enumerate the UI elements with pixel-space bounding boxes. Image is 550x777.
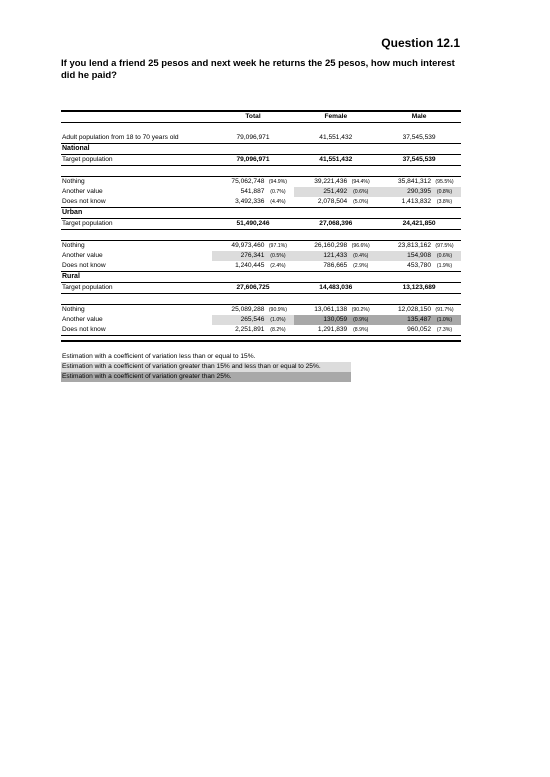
- percent: (0.7%): [270, 189, 286, 195]
- target-population-row: [61, 155, 461, 166]
- target-population-row: [61, 283, 461, 294]
- value-with-percent: [294, 251, 377, 261]
- value: 121,433: [323, 252, 348, 259]
- percent: (2.4%): [270, 263, 286, 269]
- value: 26,160,298: [314, 242, 348, 249]
- percent: (0.6%): [436, 253, 453, 259]
- row-label: Target population: [61, 219, 212, 230]
- value-with-percent: [294, 325, 377, 335]
- cell-female: [294, 241, 377, 252]
- table-header-row: [61, 111, 461, 123]
- row-label: Another value: [62, 316, 103, 323]
- cell-female: [294, 261, 377, 272]
- value: 23,813,162: [397, 242, 431, 249]
- row-label: Another value: [62, 188, 103, 195]
- value: 2,078,504: [317, 198, 348, 205]
- cell-female: [294, 187, 377, 197]
- cell-male: [377, 177, 461, 188]
- percent: (97.1%): [268, 243, 287, 249]
- sections-body: [61, 144, 461, 336]
- adult-population-row: [61, 133, 461, 144]
- table-row: [61, 251, 461, 261]
- adult-total: 79,096,971: [212, 133, 295, 144]
- target-female: 14,483,036: [294, 283, 377, 294]
- value-with-percent: [294, 305, 377, 315]
- percent: (1.0%): [270, 317, 286, 323]
- target-total: 27,606,725: [212, 283, 295, 294]
- section-heading-row: [61, 272, 461, 283]
- percent: (0.4%): [353, 253, 369, 259]
- header-blank: [61, 111, 212, 123]
- header-male: Male: [377, 111, 461, 123]
- value: 1,240,445: [235, 262, 265, 269]
- cell-female: [294, 197, 377, 208]
- cell-male: [377, 305, 461, 316]
- percent: (97.5%): [435, 243, 454, 249]
- percent: (7.3%): [436, 327, 453, 333]
- adult-female: 41,551,432: [294, 133, 377, 144]
- header-total: Total: [212, 111, 295, 123]
- value-with-percent: [212, 325, 295, 335]
- target-total: 51,490,246: [212, 219, 295, 230]
- legend-item-low-cv: Estimation with a coefficient of variation less than or equal to 15%.: [62, 353, 256, 360]
- percent: (0.8%): [436, 189, 453, 195]
- cell-male: [377, 261, 461, 272]
- row-label: Does not know: [61, 197, 212, 208]
- cell-female: [294, 325, 377, 336]
- results-table: [61, 110, 461, 336]
- table-row: [61, 315, 461, 325]
- row-label: Adult population from 18 to 70 years old: [61, 133, 212, 144]
- value: 265,546: [240, 316, 265, 323]
- target-female: 41,551,432: [294, 155, 377, 166]
- value: 290,395: [407, 188, 431, 195]
- value-with-percent: [294, 197, 377, 207]
- value: 12,028,150: [397, 306, 431, 313]
- row-label: Does not know: [61, 325, 212, 336]
- percent: (5.0%): [353, 199, 369, 205]
- value-with-percent: [212, 315, 295, 325]
- value-with-percent: [377, 305, 461, 315]
- cell-total: [212, 305, 295, 316]
- percent: (8.9%): [353, 327, 369, 333]
- target-male: 24,421,850: [377, 219, 461, 230]
- target-female: 27,068,396: [294, 219, 377, 230]
- value: 960,052: [407, 326, 431, 333]
- percent: (94.4%): [351, 179, 370, 185]
- value-with-percent: [212, 187, 295, 197]
- percent: (1.9%): [436, 263, 453, 269]
- cell-male: [377, 241, 461, 252]
- table-row: [61, 241, 461, 252]
- percent: (96.6%): [351, 243, 370, 249]
- table-bottom-rule: [61, 340, 461, 342]
- value: 13,061,138: [314, 306, 348, 313]
- row-label: Target population: [61, 283, 212, 294]
- table-row: [61, 187, 461, 197]
- percent: (90.2%): [351, 307, 370, 313]
- value-with-percent: [294, 177, 377, 187]
- cell-male: [377, 315, 461, 325]
- target-male: 13,123,689: [377, 283, 461, 294]
- cell-male: [377, 251, 461, 261]
- table-row: [61, 197, 461, 208]
- legend-item-mid-cv: Estimation with a coefficient of variation greater than 15% and less than or equal to 25%.: [61, 362, 351, 372]
- cell-total: [212, 325, 295, 336]
- section-heading: Rural: [62, 273, 80, 280]
- cell-total: [212, 261, 295, 272]
- cell-total: [212, 187, 295, 197]
- legend-item-high-cv: Estimation with a coefficient of variation greater than 25%.: [61, 372, 351, 382]
- value: 251,492: [323, 188, 348, 195]
- value-with-percent: [377, 251, 461, 261]
- value: 541,887: [240, 188, 265, 195]
- percent: (0.5%): [270, 253, 286, 259]
- row-label: Nothing: [61, 241, 212, 252]
- target-male: 37,545,539: [377, 155, 461, 166]
- value-with-percent: [377, 241, 461, 251]
- cell-male: [377, 187, 461, 197]
- value-with-percent: [294, 187, 377, 197]
- value: 25,089,288: [231, 306, 265, 313]
- value: 130,059: [323, 316, 348, 323]
- target-population-row: [61, 219, 461, 230]
- header-female: Female: [294, 111, 377, 123]
- value: 49,973,460: [231, 242, 265, 249]
- value-with-percent: [294, 261, 377, 271]
- value: 2,251,891: [235, 326, 265, 333]
- value: 154,908: [407, 252, 431, 259]
- section-heading-row: [61, 144, 461, 155]
- cell-male: [377, 197, 461, 208]
- question-number: Question 12.1: [381, 36, 460, 50]
- value-with-percent: [212, 251, 295, 261]
- section-heading: Urban: [62, 209, 83, 216]
- value: 1,413,832: [401, 198, 431, 205]
- table-row: [61, 261, 461, 272]
- section-heading: National: [62, 145, 90, 152]
- cell-total: [212, 197, 295, 208]
- percent: (0.6%): [353, 189, 369, 195]
- percent: (3.8%): [436, 199, 453, 205]
- cell-male: [377, 325, 461, 336]
- value: 3,492,336: [235, 198, 265, 205]
- cell-total: [212, 251, 295, 261]
- question-text: If you lend a friend 25 pesos and next week he returns the 25 pesos, how much interest did he paid?: [61, 58, 455, 81]
- row-label: Target population: [61, 155, 212, 166]
- value-with-percent: [294, 315, 377, 325]
- value-with-percent: [294, 241, 377, 251]
- row-label: Does not know: [61, 261, 212, 272]
- value-with-percent: [212, 197, 295, 207]
- adult-male: 37,545,539: [377, 133, 461, 144]
- value-with-percent: [377, 187, 461, 197]
- cell-female: [294, 305, 377, 316]
- value-with-percent: [377, 325, 461, 335]
- table-row: [61, 325, 461, 336]
- value: 453,780: [407, 262, 431, 269]
- percent: (94.9%): [268, 179, 287, 185]
- percent: (8.2%): [270, 327, 286, 333]
- cell-total: [212, 315, 295, 325]
- value: 35,841,312: [397, 178, 431, 185]
- percent: (4.4%): [270, 199, 286, 205]
- value-with-percent: [377, 315, 461, 325]
- cell-female: [294, 177, 377, 188]
- cell-total: [212, 241, 295, 252]
- cv-legend: [61, 352, 351, 382]
- cell-total: [212, 177, 295, 188]
- table-row: [61, 177, 461, 188]
- percent: (90.9%): [268, 307, 287, 313]
- value-with-percent: [377, 261, 461, 271]
- row-label: Another value: [62, 252, 103, 259]
- row-label: Nothing: [61, 305, 212, 316]
- percent: (91.7%): [435, 307, 454, 313]
- table-row: [61, 305, 461, 316]
- value: 39,221,436: [314, 178, 348, 185]
- value: 1,291,839: [317, 326, 348, 333]
- percent: (2.9%): [353, 263, 369, 269]
- value: 135,487: [407, 316, 431, 323]
- cell-female: [294, 251, 377, 261]
- value-with-percent: [212, 177, 295, 187]
- value-with-percent: [212, 261, 295, 271]
- value-with-percent: [377, 177, 461, 187]
- cell-female: [294, 315, 377, 325]
- value-with-percent: [212, 241, 295, 251]
- section-heading-row: [61, 208, 461, 219]
- value: 75,062,748: [231, 178, 265, 185]
- percent: (0.9%): [353, 317, 369, 323]
- value-with-percent: [212, 305, 295, 315]
- value: 276,341: [240, 252, 265, 259]
- percent: (1.0%): [436, 317, 453, 323]
- percent: (95.5%): [435, 179, 454, 185]
- value-with-percent: [377, 197, 461, 207]
- row-label: Nothing: [61, 177, 212, 188]
- target-total: 79,096,971: [212, 155, 295, 166]
- value: 786,665: [323, 262, 348, 269]
